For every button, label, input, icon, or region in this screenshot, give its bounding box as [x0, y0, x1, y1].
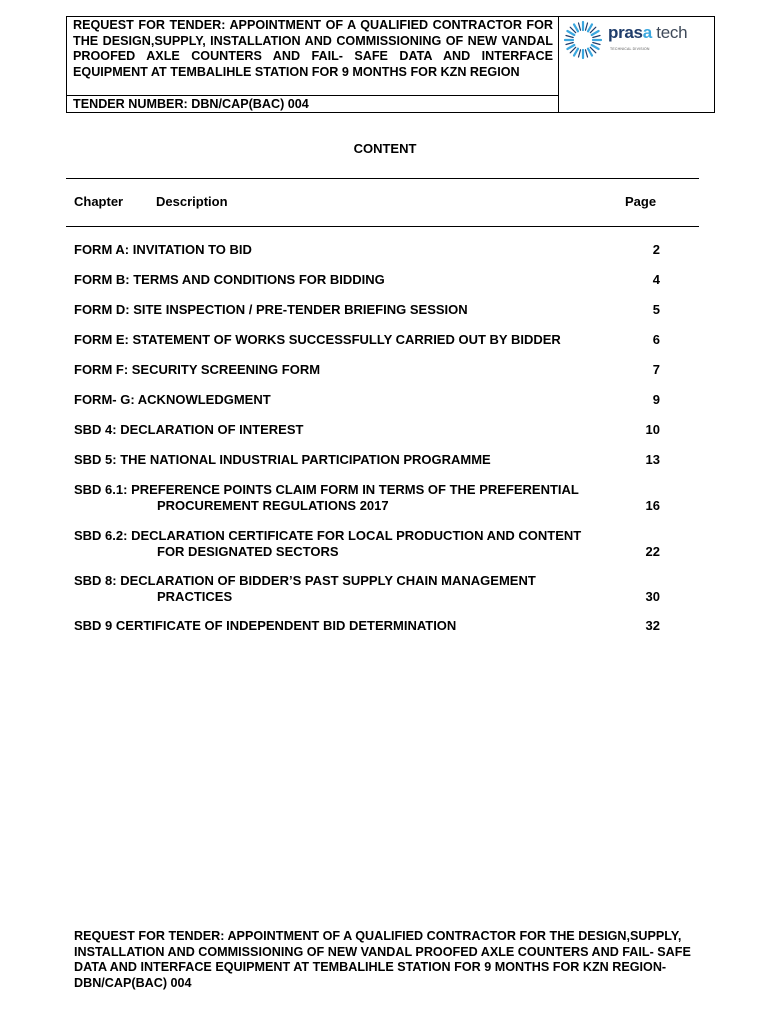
- toc-entry: [74, 332, 660, 348]
- toc-entry-line1: FORM A: INVITATION TO BID: [74, 242, 252, 257]
- table-header-rule: [66, 226, 699, 227]
- toc-entry: [74, 242, 660, 258]
- toc-entry-label: [74, 528, 629, 560]
- column-header-page: Page: [625, 194, 657, 209]
- toc-entry-line1: SBD 8: DECLARATION OF BIDDER’S PAST SUPPLY CHAIN MANAGEMENT: [74, 573, 536, 588]
- toc-entry-line1: FORM D: SITE INSPECTION / PRE-TENDER BRIEFING SESSION: [74, 302, 468, 317]
- toc-entry-label: [74, 272, 629, 288]
- toc-entry-line2: FOR DESIGNATED SECTORS: [157, 544, 339, 559]
- toc-entry-line1: SBD 4: DECLARATION OF INTEREST: [74, 422, 304, 437]
- toc-entry-page: 6: [652, 332, 660, 347]
- toc-entry-page: 5: [652, 302, 660, 317]
- toc-entry-line1: FORM F: SECURITY SCREENING FORM: [74, 362, 321, 377]
- table-top-rule: [66, 178, 699, 179]
- toc-entry-line1: FORM E: STATEMENT OF WORKS SUCCESSFULLY CARRIED OUT BY BIDDER: [74, 332, 561, 347]
- toc-entry-page: 2: [652, 242, 660, 257]
- toc-entry-line1: FORM- G: ACKNOWLEDGMENT: [74, 392, 271, 407]
- content-title: CONTENT: [353, 141, 417, 156]
- toc-entry-page: 16: [645, 498, 660, 513]
- logo-wordmark: prasa tech: [608, 23, 688, 42]
- toc-entry: [74, 528, 660, 560]
- toc-entry-line2: PRACTICES: [157, 589, 233, 604]
- toc-entry-page: 30: [645, 589, 660, 604]
- toc-entry-label: [74, 618, 629, 634]
- toc-entry-page: 9: [652, 392, 660, 407]
- toc-entry-page: 22: [645, 544, 660, 559]
- toc-entry: [74, 452, 660, 468]
- toc-entry-label: [74, 422, 629, 438]
- tender-number: TENDER NUMBER: DBN/CAP(BAC) 004: [67, 96, 559, 113]
- toc-entry-line1: FORM B: TERMS AND CONDITIONS FOR BIDDING: [74, 272, 385, 287]
- toc-entry-label: [74, 332, 629, 348]
- header-box: [66, 16, 715, 113]
- toc-entry-line1: SBD 6.2: DECLARATION CERTIFICATE FOR LOCAL PRODUCTION AND CONTENT: [74, 528, 582, 543]
- toc-entry-page: 13: [645, 452, 660, 467]
- toc-entry-label: [74, 452, 629, 468]
- toc-entry-label: [74, 573, 629, 605]
- toc-entry-label: [74, 302, 629, 318]
- toc-entry: [74, 302, 660, 318]
- toc-entry-line1: SBD 5: THE NATIONAL INDUSTRIAL PARTICIPATION PROGRAMME: [74, 452, 491, 467]
- toc-entry-page: 32: [645, 618, 660, 633]
- toc-entry: [74, 482, 660, 514]
- toc-entry-label: [74, 362, 629, 378]
- toc-entry-line1: SBD 9 CERTIFICATE OF INDEPENDENT BID DETERMINATION: [74, 618, 457, 633]
- tender-title: REQUEST FOR TENDER: APPOINTMENT OF A QUALIFIED CONTRACTOR FOR THE DESIGN,SUPPLY, INSTALLATION AND COMMISSIONING OF NEW VANDAL PROOFED AXLE COUNTERS AND FAIL- SAFE DATA AND INTERFACE EQUIPMENT AT TEMBALIHLE STATION FOR 9 MONTHS FOR KZN REGION: [67, 17, 559, 96]
- column-header-chapter: Chapter: [74, 194, 124, 209]
- toc-entry-label: [74, 392, 629, 408]
- toc-entry-label: [74, 242, 629, 258]
- toc-entry-page: 4: [652, 272, 660, 287]
- toc-entry: [74, 392, 660, 408]
- toc-entry-line2: PROCUREMENT REGULATIONS 2017: [157, 498, 389, 513]
- footer-title: REQUEST FOR TENDER: APPOINTMENT OF A QUALIFIED CONTRACTOR FOR THE DESIGN,SUPPLY, INSTALLATION AND COMMISSIONING OF NEW VANDAL PROOFED AXLE COUNTERS AND FAIL- SAFE DATA AND INTERFACE EQUIPMENT AT TEMBALIHLE STATION FOR 9 MONTHS FOR KZN REGION- DBN/CAP(BAC) 004: [74, 929, 691, 990]
- column-header-description: Description: [156, 194, 228, 209]
- logo-subtitle: TECHNICAL DIVISION: [610, 47, 650, 51]
- prasa-tech-ring-icon: [562, 19, 604, 61]
- toc-entry-label: [74, 482, 629, 514]
- toc-entry: [74, 573, 660, 605]
- toc-entry: [74, 362, 660, 378]
- toc-entry: [74, 422, 660, 438]
- prasa-tech-logo: [560, 17, 715, 113]
- toc-entry: [74, 618, 660, 634]
- toc-entry: [74, 272, 660, 288]
- toc-entry-page: 10: [645, 422, 660, 437]
- toc-entry-line1: SBD 6.1: PREFERENCE POINTS CLAIM FORM IN TERMS OF THE PREFERENTIAL: [74, 482, 579, 497]
- toc-entry-page: 7: [652, 362, 660, 377]
